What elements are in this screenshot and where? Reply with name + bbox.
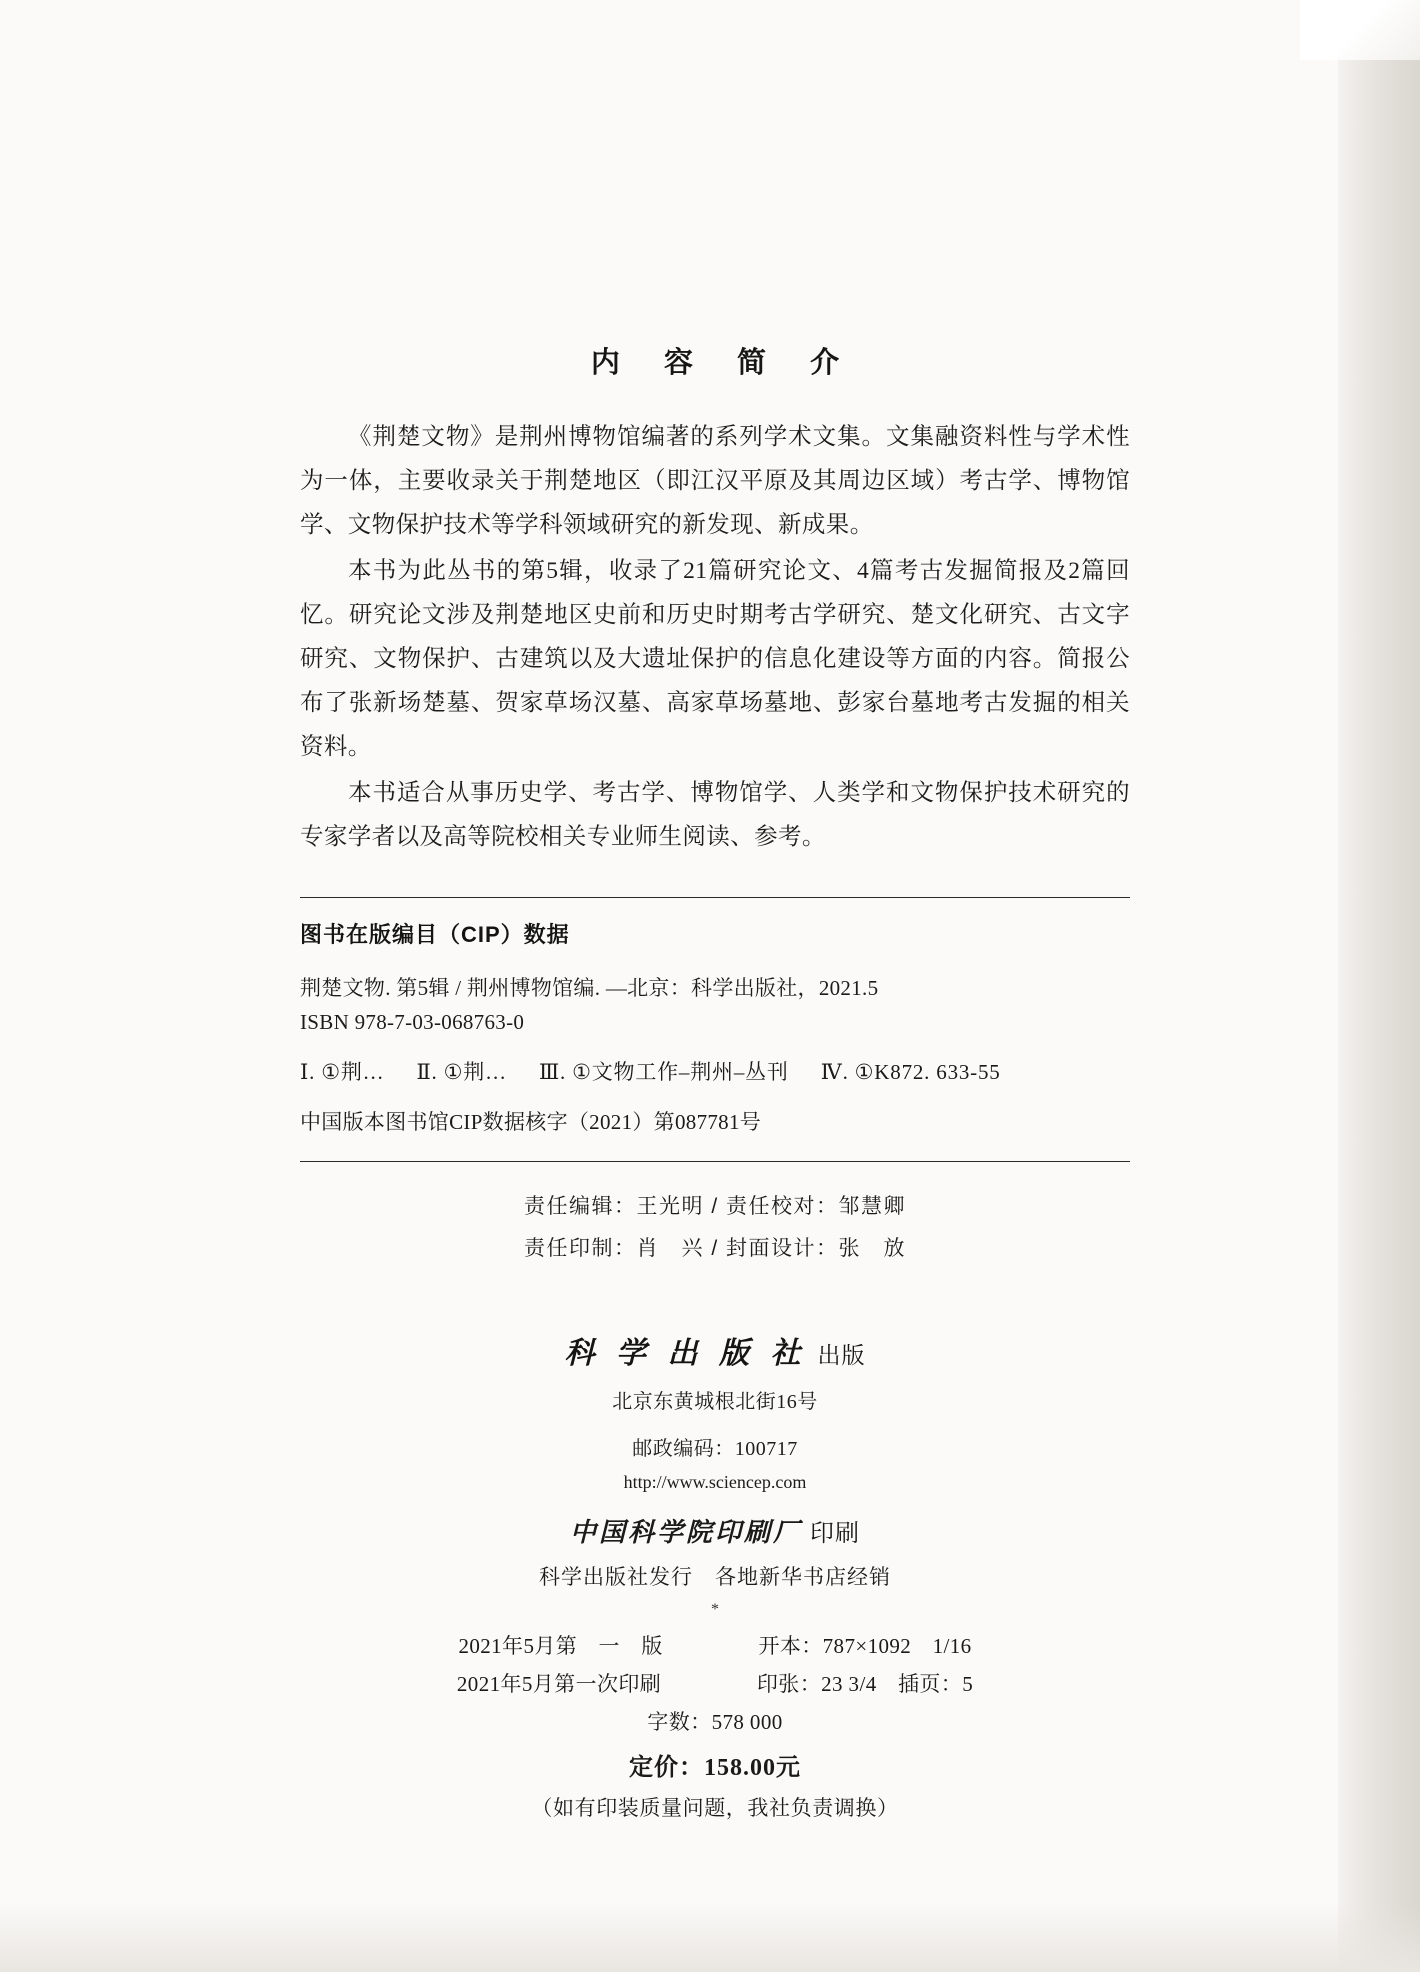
credits-print-line: 责任印制：肖 兴 / 封面设计：张 放 [523, 1237, 906, 1260]
publisher-line [300, 1328, 1130, 1372]
publisher-website[interactable]: http://www.sciencep.com [623, 1472, 807, 1492]
cip-isbn: ISBN 978-7-03-068763-0 [300, 1010, 525, 1034]
credits-editor-line: 责任编辑：王光明 / 责任校对：邹慧卿 [523, 1195, 906, 1218]
colophon-row-print [300, 1665, 1130, 1703]
colophon-quality-note: （如有印装质量问题，我社负责调换） [531, 1796, 899, 1820]
publisher-postcode: 邮政编码：100717 [632, 1438, 798, 1460]
cip-class-4: Ⅳ. ①K872. 633-55 [820, 1060, 1001, 1084]
cip-core-number: 中国版本图书馆CIP数据核字（2021）第087781号 [300, 1110, 762, 1134]
printer-suffix: 印刷 [810, 1521, 860, 1547]
page-title: 内 容 简 介 [590, 347, 858, 379]
cip-spacer [300, 1039, 1130, 1055]
cip-class-3: Ⅲ. ①文物工作–荆州–丛刊 [538, 1060, 789, 1084]
divider-bottom [300, 1161, 1130, 1162]
separator-asterisk: * [711, 1601, 719, 1618]
publisher-logo: 科 学 出 版 社 [564, 1337, 808, 1370]
printer-line [300, 1512, 1130, 1549]
cip-classification [300, 1055, 1130, 1089]
colophon-price: 定价：158.00元 [629, 1755, 801, 1781]
colophon-sheets: 印张：23 3/4 插页：5 [756, 1672, 974, 1696]
colophon-format: 开本：787×1092 1/16 [758, 1634, 972, 1658]
cip-entry-line: 荆楚文物. 第5辑 / 荆州博物馆编. —北京：科学出版社，2021.5 [300, 976, 879, 1000]
colophon-words: 字数：578 000 [647, 1710, 783, 1734]
abstract-paragraph-3: 本书适合从事历史学、考古学、博物馆学、人类学和文物保护技术研究的专家学者以及高等院校相关专业师生阅读、参考。 [300, 780, 1130, 850]
abstract-block [300, 415, 1130, 859]
cip-block [300, 898, 1130, 1139]
imprint-block [300, 1328, 1130, 1619]
scan-edge-shadow [1338, 0, 1420, 1972]
cip-class-2: Ⅱ. ①荆… [416, 1060, 507, 1084]
printer-logo: 中国科学院印刷厂 [569, 1518, 802, 1547]
distribution-line: 科学出版社发行 各地新华书店经销 [539, 1565, 891, 1589]
publisher-address: 北京东黄城根北街16号 [612, 1391, 818, 1413]
credits-block [300, 1186, 1130, 1270]
colophon-block [300, 1627, 1130, 1741]
page-content [300, 0, 1130, 1972]
scan-corner-highlight [1300, 0, 1420, 60]
cip-class-1: Ⅰ. ①荆… [300, 1060, 385, 1084]
abstract-paragraph-2: 本书为此丛书的第5辑，收录了21篇研究论文、4篇考古发掘简报及2篇回忆。研究论文涉及荆楚地区史前和历史时期考古学研究、楚文化研究、古文字研究、文物保护、古建筑以及大遗址保护的信息化建设等方面的内容。简报公布了张新场楚墓、贺家草场汉墓、高家草场墓地、彭家台墓地考古发掘的相关资料。 [300, 558, 1130, 760]
cip-title: 图书在版编目（CIP）数据 [300, 922, 570, 947]
colophon-row-edition [300, 1627, 1130, 1665]
colophon-edition-date: 2021年5月第 一 版 [458, 1634, 663, 1658]
abstract-paragraph-1: 《荆楚文物》是荆州博物馆编著的系列学术文集。文集融资料性与学术性为一体，主要收录关于荆楚地区（即江汉平原及其周边区域）考古学、博物馆学、文物保护技术等学科领域研究的新发现、新成果。 [300, 424, 1130, 538]
publisher-suffix: 出版 [817, 1343, 866, 1368]
colophon-print-date: 2021年5月第一次印刷 [456, 1672, 662, 1696]
